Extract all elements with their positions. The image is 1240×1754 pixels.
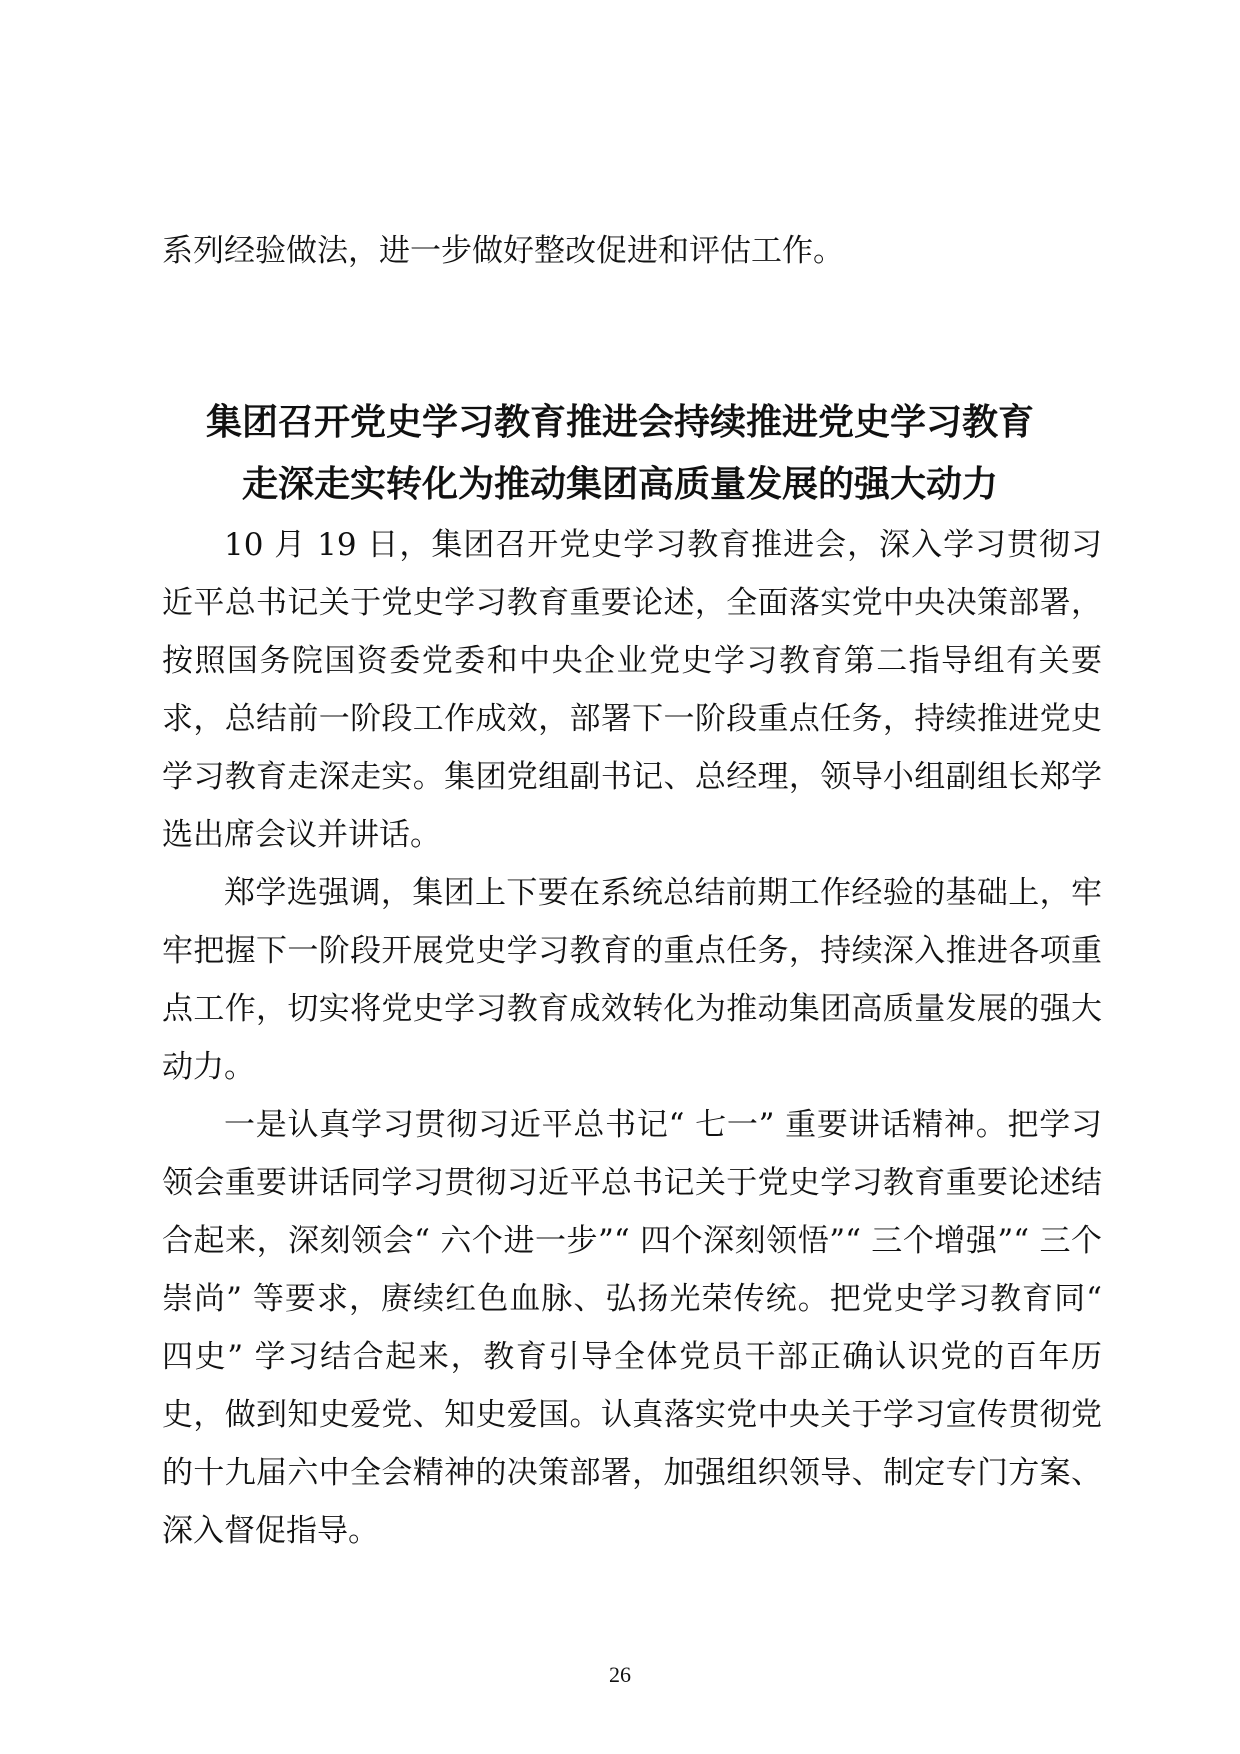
paragraph: 一是认真学习贯彻习近平总书记“ 七一” 重要讲话精神。把学习领会重要讲话同学习贯彻习近平总书记关于党史学习教育重要论述结合起来，深刻领会“ 六个进一步”“ 四个深刻领悟”“ 三个增强”“ 三个崇尚” 等要求，赓续红色血脉、弘扬光荣传统。把党史学习教育同“ 四史” 学习结合起来，教育引导全体党员干部正确认识党的百年历史，做到知史爱党、知史爱国。认真落实党中央关于学习宣传贯彻党的十九届六中全会精神的决策部署，加强组织领导、制定专门方案、深入督促指导。 [162,1107,1102,1549]
lead-text-block [162,222,1102,280]
paragraph: 郑学选强调，集团上下要在系统总结前期工作经验的基础上，牢牢把握下一阶段开展党史学习教育的重点任务，持续深入推进各项重点工作，切实将党史学习教育成效转化为推动集团高质量发展的强大动力。 [162,875,1102,1085]
article-title-line-1: 集团召开党史学习教育推进会持续推进党史学习教育 [205,402,1034,443]
paragraph: 10 月 19 日，集团召开党史学习教育推进会，深入学习贯彻习近平总书记关于党史学习教育重要论述，全面落实党中央决策部署，按照国务院国资委党委和中央企业党史学习教育第二指导组有关要求，总结前一阶段工作成效，部署下一阶段重点任务，持续推进党史学习教育走深走实。集团党组副书记、总经理，领导小组副组长郑学选出席会议并讲话。 [162,527,1102,853]
page-number: 26 [609,1662,631,1687]
article-body [162,516,1102,1560]
lead-line: 系列经验做法，进一步做好整改促进和评估工作。 [162,233,844,269]
article-title-line-2: 走深走实转化为推动集团高质量发展的强大动力 [241,464,998,505]
article-title [100,392,1140,516]
